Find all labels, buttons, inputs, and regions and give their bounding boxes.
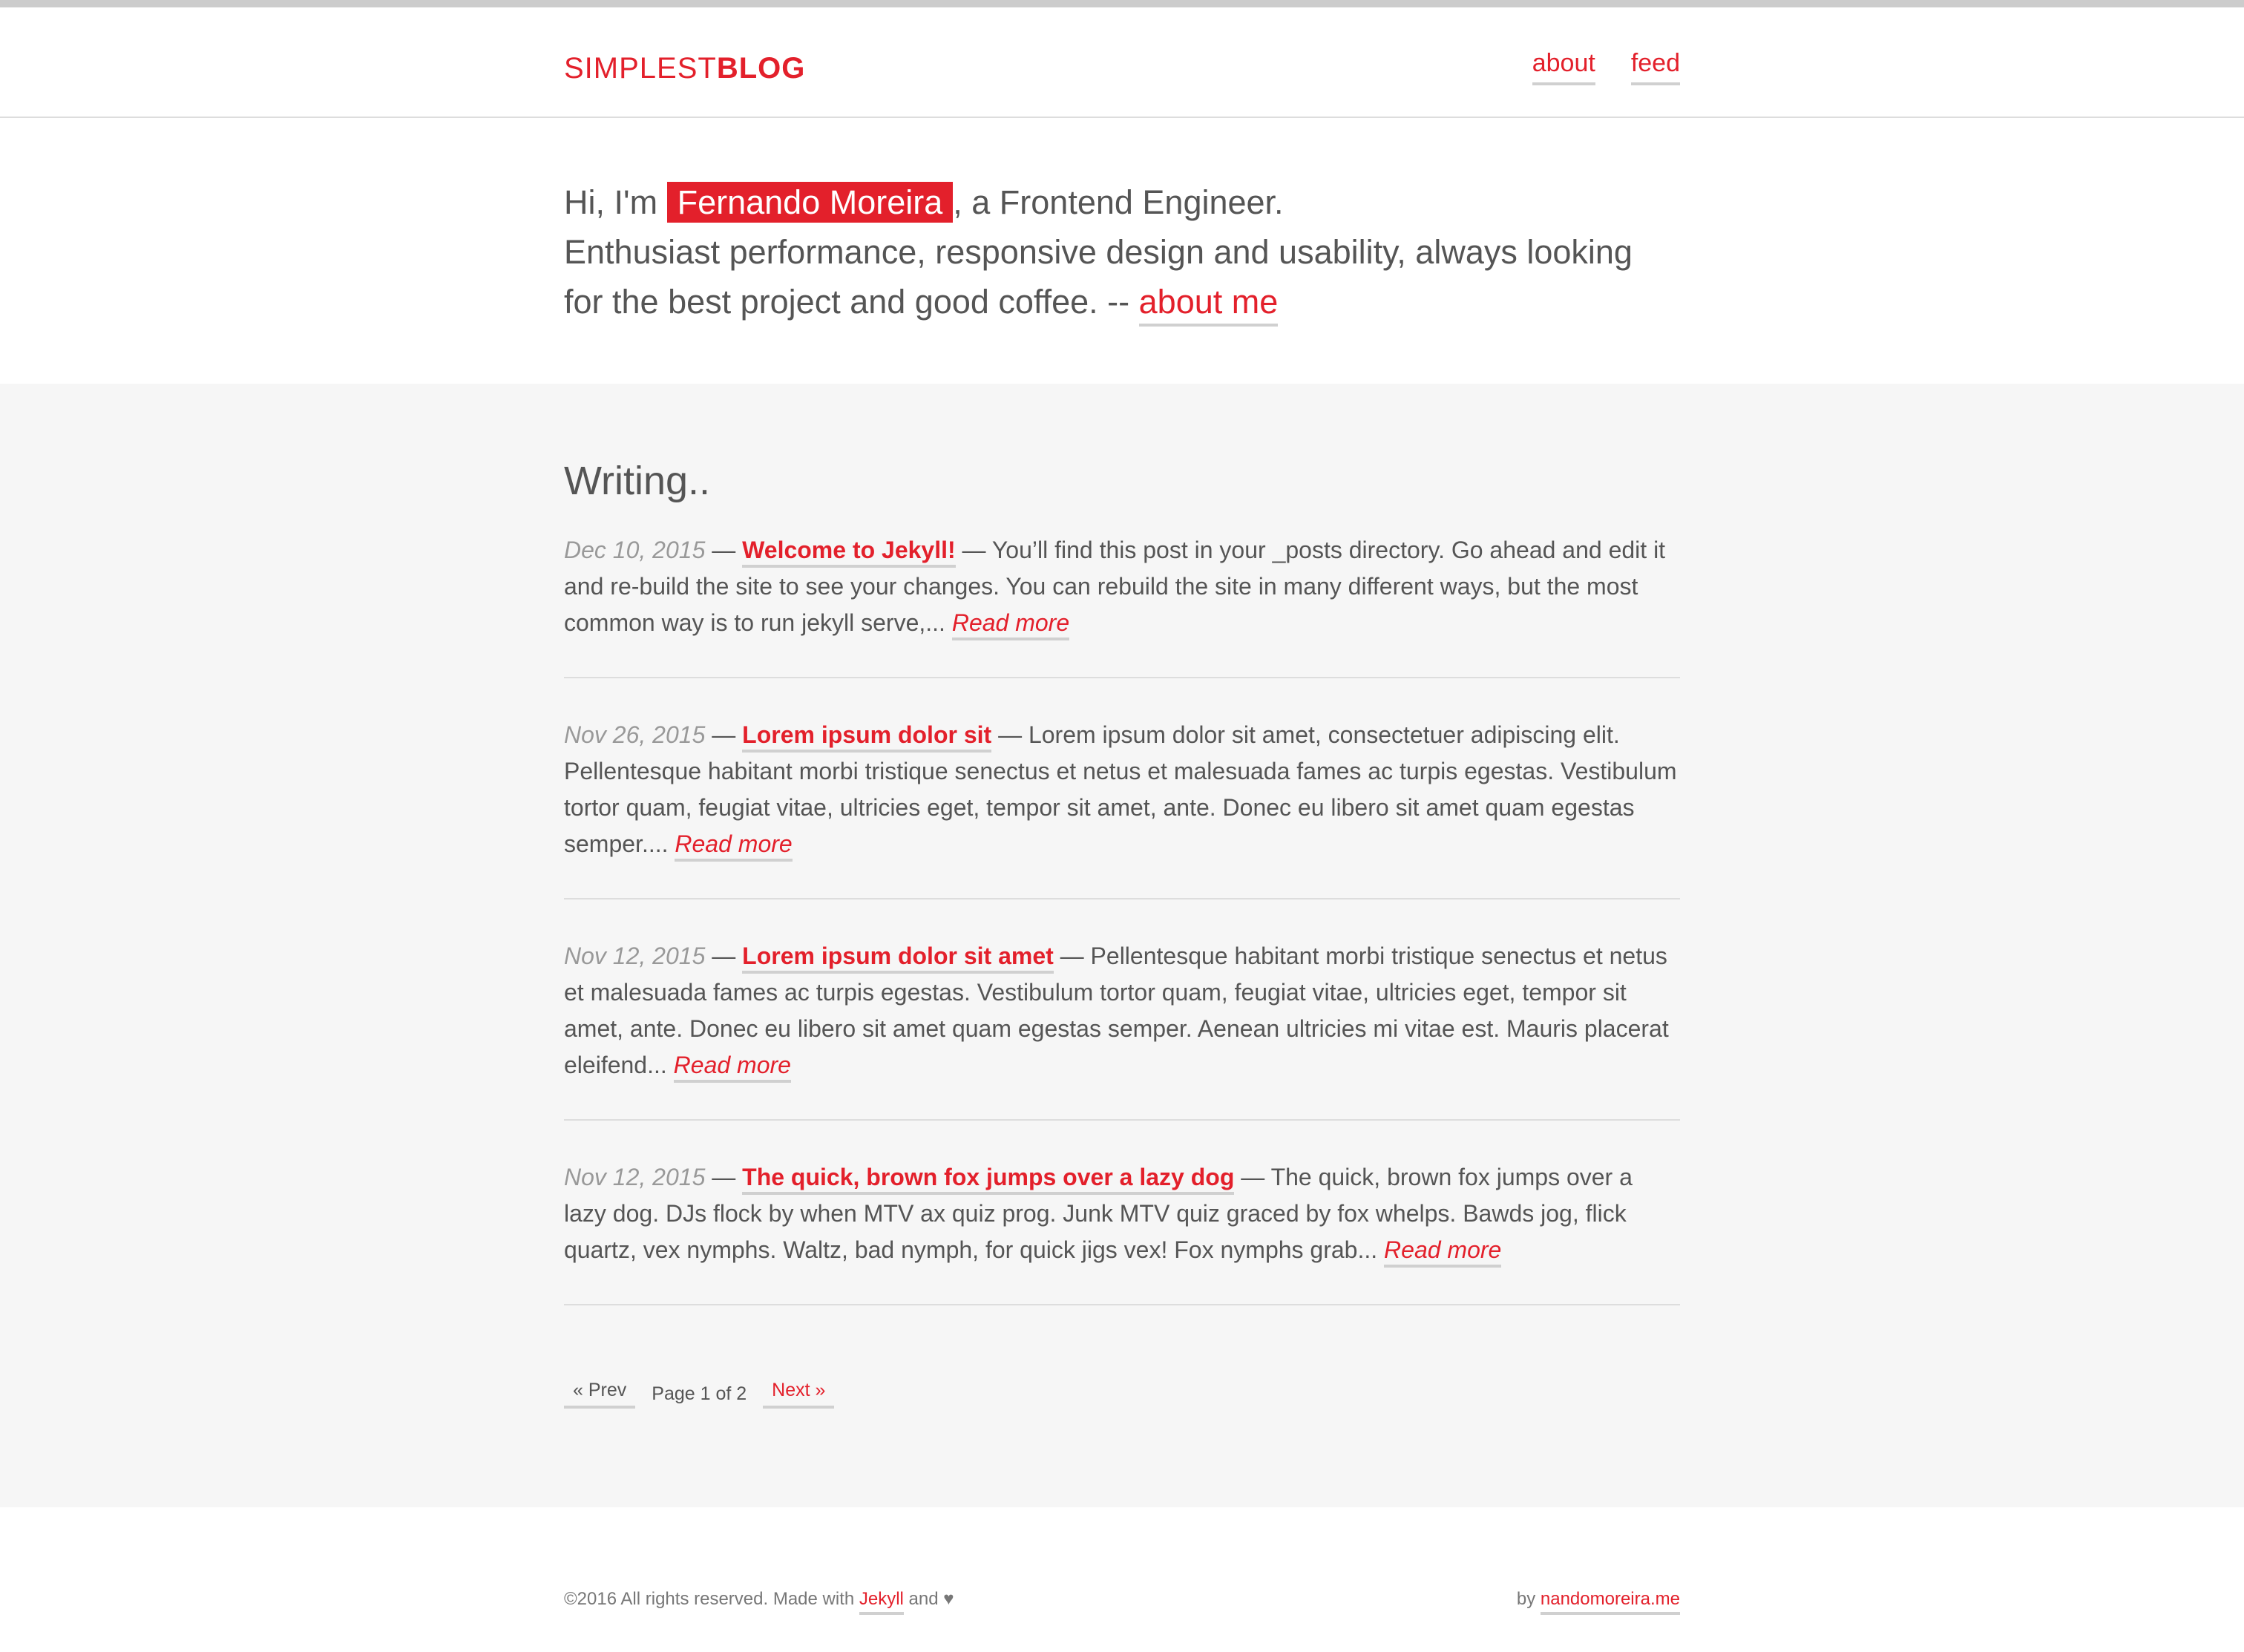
footer-author	[1517, 1589, 1680, 1610]
pagination-status: Page 1 of 2	[652, 1383, 747, 1404]
post-title-link[interactable]: Lorem ipsum dolor sit amet	[742, 943, 1054, 974]
pagination	[564, 1380, 1680, 1409]
read-more-link[interactable]: Read more	[674, 1052, 791, 1083]
post-title-link[interactable]: The quick, brown fox jumps over a lazy dog	[742, 1164, 1234, 1195]
logo-bold: BLOG	[716, 52, 806, 85]
hero-name: Fernando Moreira	[667, 182, 954, 223]
jekyll-link[interactable]: Jekyll	[859, 1589, 904, 1615]
post-item: Nov 12, 2015 — The quick, brown fox jumps over a lazy dog — The quick, brown fox jumps over a lazy dog. DJs flock by when MTV ax quiz prog. Junk MTV quiz graced by fox whelps. Bawds jog, flick quartz, vex nymphs. Waltz, bad nymph, for quick jigs vex! Fox nymphs grab... Read more	[564, 1159, 1680, 1305]
section-title: Writing..	[564, 459, 711, 503]
post-item: Nov 12, 2015 — Lorem ipsum dolor sit amet — Pellentesque habitant morbi tristique senectus et netus et malesuada fames ac turpis egestas. Vestibulum tortor quam, feugiat vitae, ultricies eget, tempor sit amet, ante. Donec eu libero sit amet quam egestas semper. Aenean ultricies mi vitae est. Mauris placerat eleifend... Read more	[564, 938, 1680, 1121]
post-excerpt: — You’ll find this post in your _posts directory. Go ahead and edit it and re-build the site to see your changes. You can rebuild the site in many different ways, but the most common way is to run jekyll serve,...	[564, 537, 1666, 636]
copyright-text: ©2016 All rights reserved. Made with	[564, 1589, 859, 1609]
about-me-link[interactable]: about me	[1139, 283, 1279, 327]
post-date: Nov 12, 2015	[564, 943, 706, 969]
post-date: Dec 10, 2015	[564, 537, 706, 563]
post-excerpt: — Lorem ipsum dolor sit amet, consectetuer adipiscing elit. Pellentesque habitant morbi tristique senectus et netus et malesuada fames ac turpis egestas. Vestibulum tortor quam, feugiat vitae, ultricies eget, tempor sit amet, ante. Donec eu libero sit amet quam egestas semper....	[564, 721, 1677, 857]
read-more-link[interactable]: Read more	[1384, 1236, 1501, 1268]
author-site-link[interactable]: nandomoreira.me	[1541, 1589, 1680, 1615]
post-title-link[interactable]: Lorem ipsum dolor sit	[742, 721, 991, 753]
post-excerpt: — Pellentesque habitant morbi tristique senectus et netus et malesuada fames ac turpis egestas. Vestibulum tortor quam, feugiat vitae, ultricies eget, tempor sit amet, ante. Donec eu libero sit amet quam egestas semper. Aenean ultricies mi vitae est. Mauris placerat eleifend...	[564, 943, 1669, 1078]
read-more-link[interactable]: Read more	[675, 830, 792, 862]
logo-light: SIMPLEST	[564, 52, 717, 85]
top-bar	[0, 0, 2244, 7]
post-item: Dec 10, 2015 — Welcome to Jekyll! — You’ll find this post in your _posts directory. Go ahead and edit it and re-build the site to see your changes. You can rebuild the site in many different ways, but the most common way is to run jekyll serve,... Read more	[564, 532, 1680, 678]
hero-text	[564, 177, 1680, 327]
post-excerpt: — The quick, brown fox jumps over a lazy dog. DJs flock by when MTV ax quiz prog. Junk MTV quiz graced by fox whelps. Bawds jog, flick quartz, vex nymphs. Waltz, bad nymph, for quick jigs vex! Fox nymphs grab...	[564, 1164, 1633, 1263]
hero-intro	[0, 118, 2244, 384]
site-footer	[0, 1507, 2244, 1621]
site-logo[interactable]	[564, 52, 805, 85]
hero-role: , a Frontend Engineer.	[953, 183, 1284, 221]
post-title-link[interactable]: Welcome to Jekyll!	[742, 537, 956, 568]
main-nav	[1532, 49, 1680, 85]
pagination-next-button[interactable]: Next »	[763, 1380, 834, 1409]
footer-copyright	[564, 1589, 954, 1610]
heart-text: and ♥	[903, 1589, 954, 1609]
post-item: Nov 26, 2015 — Lorem ipsum dolor sit — Lorem ipsum dolor sit amet, consectetuer adipiscing elit. Pellentesque habitant morbi tristique senectus et netus et malesuada fames ac turpis egestas. Vestibulum tortor quam, feugiat vitae, ultricies eget, tempor sit amet, ante. Donec eu libero sit amet quam egestas semper.... Read more	[564, 717, 1680, 899]
post-date: Nov 26, 2015	[564, 721, 706, 748]
post-date: Nov 12, 2015	[564, 1164, 706, 1190]
nav-feed-link[interactable]: feed	[1631, 49, 1680, 85]
by-text: by	[1516, 1589, 1541, 1609]
nav-about-link[interactable]: about	[1532, 49, 1595, 85]
read-more-link[interactable]: Read more	[952, 609, 1069, 640]
hero-greeting: Hi, I'm	[564, 183, 667, 221]
site-header	[0, 7, 2244, 118]
pagination-prev-button[interactable]: « Prev	[564, 1380, 635, 1409]
main-content	[0, 384, 2244, 1507]
hero-bio: Enthusiast performance, responsive design and usability, always looking for the best project and good coffee. --	[564, 233, 1633, 321]
